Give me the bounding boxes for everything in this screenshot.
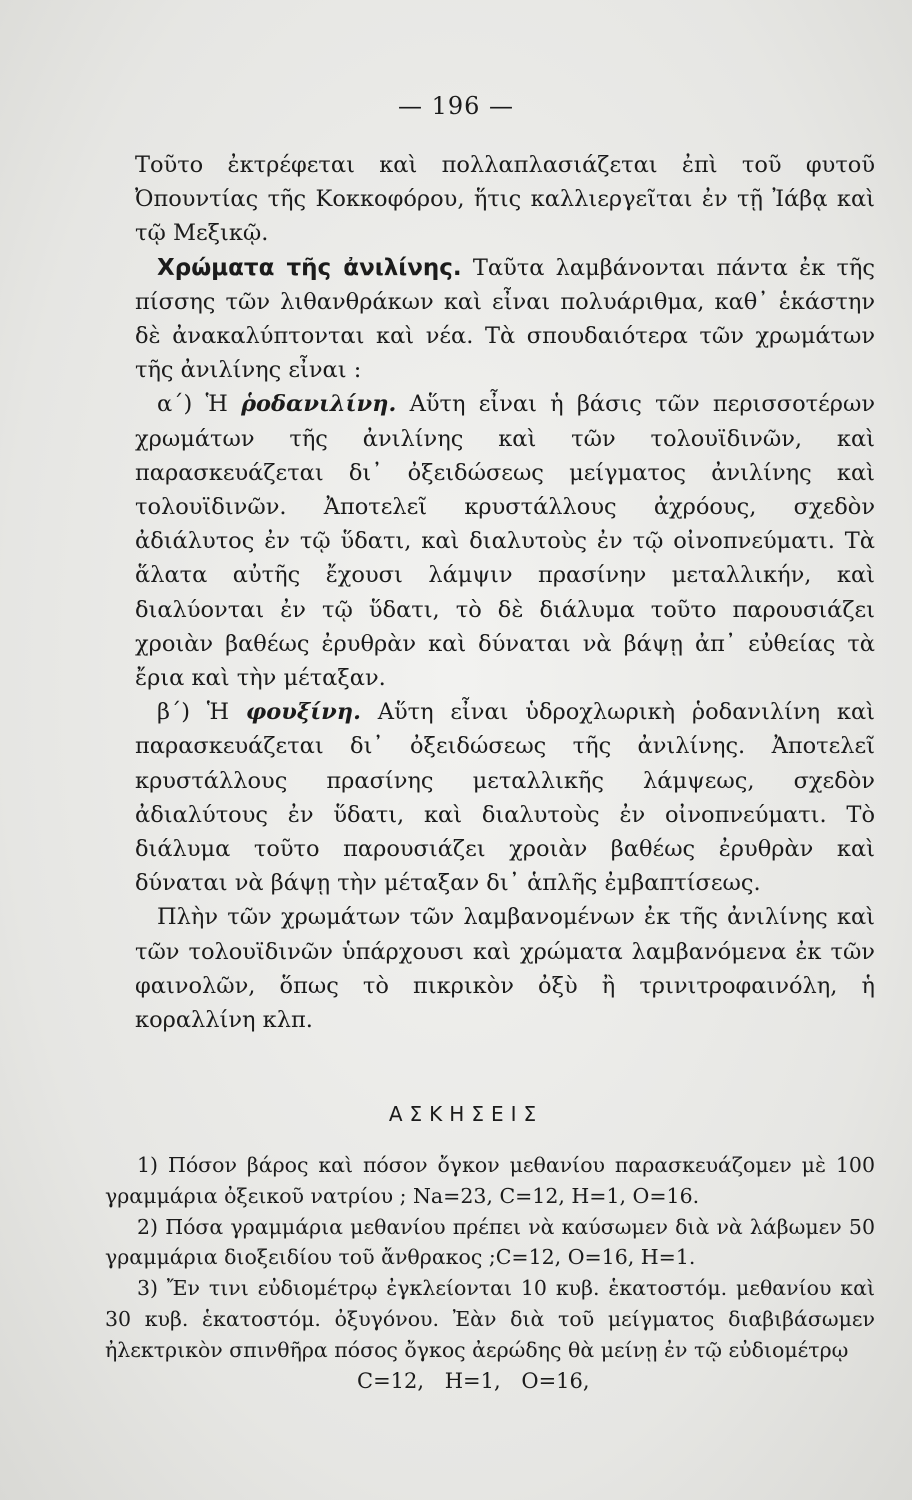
- fuchsine-marker: β΄) Ἡ: [157, 699, 230, 726]
- aniline-paragraph: [135, 251, 875, 388]
- others-paragraph: Πλὴν τῶν χρωμάτων τῶν λαμβανομένων ἐκ τῆς ἀνιλίνης καὶ τῶν τολουϊδινῶν ὑπάρχουσι καὶ χρώματα λαμβανόμενα ἐκ τῶν φαινολῶν, ὅπως τὸ πικρικὸν ὀξὺ ἢ τρινιτροφαινόλη, ἡ κοραλλίνη κλπ.: [135, 904, 875, 1034]
- aniline-text: Ταῦτα λαμβάνονται πάντα ἐκ τῆς πίσσης τῶν λιθανθράκων καὶ εἶναι πολυάριθμα, καθ᾽ ἑκάστην δὲ ἀνακαλύπτονται καὶ νέα. Τὰ σπουδαιότερα τῶν χρωμάτων τῆς ἀνιλίνης εἶναι :: [135, 254, 875, 384]
- aniline-heading: Χρώματα τῆς ἀνιλίνης.: [157, 254, 462, 281]
- fuchsine-text: Αὕτη εἶναι ὑδροχλωρικὴ ῥοδανιλίνη καὶ παρασκευάζεται δι᾽ ὀξειδώσεως τῆς ἀνιλίνης. Ἀποτελεῖ κρυστάλλους πρασίνης μεταλλικῆς λάμψεως, σχεδὸν ἀδιαλύτους ἐν ὕδατι, καὶ διαλυτοὺς ἐν οἰνοπνεύματι. Τὸ διάλυμα τοῦτο παρουσιάζει χροιὰν βαθέως ἐρυθρὰν καὶ δύναται νὰ βάψῃ τὴν μέταξαν δι᾽ ἁπλῆς ἐμβαπτίσεως.: [135, 699, 875, 897]
- exercise-formula: C=12, H=1, O=16,: [357, 1369, 590, 1393]
- fuchsine-paragraph: [135, 695, 875, 900]
- rhodaniline-paragraph: [135, 387, 875, 695]
- rhodaniline-marker: α΄) Ἡ: [157, 391, 228, 418]
- rhodaniline-name: ῥοδανιλίνη.: [241, 391, 397, 418]
- intro-paragraph: Τοῦτο ἐκτρέφεται καὶ πολλαπλασιάζεται ἐπὶ τοῦ φυτοῦ Ὀπουντίας τῆς Κοκκοφόρου, ἥτις καλλιεργεῖται ἐν τῇ Ἰάβᾳ καὶ τῷ Μεξικῷ.: [135, 152, 875, 247]
- exercises-list: [105, 1150, 875, 1366]
- exercise-item: 1) Πόσον βάρος καὶ πόσον ὄγκον μεθανίου παρασκευάζομεν μὲ 100 γραμμάρια ὀξεικοῦ νατρίου ; Na=23, C=12, H=1, O=16.: [105, 1153, 875, 1208]
- fuchsine-name: φουξίνη.: [245, 699, 361, 726]
- rhodaniline-text: Αὕτη εἶναι ἡ βάσις τῶν περισσοτέρων χρωμάτων τῆς ἀνιλίνης καὶ τῶν τολουϊδινῶν, καὶ παρασκευάζεται δι᾽ ὀξειδώσεως μείγματος ἀνιλίνης καὶ τολουϊδινῶν. Ἀποτελεῖ κρυστάλλους ἀχρόους, σχεδὸν ἀδιάλυτος ἐν τῷ ὕδατι, καὶ διαλυτοὺς ἐν τῷ οἰνοπνεύματι. Τὰ ἅλατα αὐτῆς ἔχουσι λάμψιν πρασίνην μεταλλικήν, καὶ διαλύονται ἐν τῷ ὕδατι, τὸ δὲ διάλυμα τοῦτο παρουσιάζει χροιὰν βαθέως ἐρυθρὰν καὶ δύναται νὰ βάψῃ ἀπ᾽ εὐθείας τὰ ἔρια καὶ τὴν μέταξαν.: [135, 391, 875, 692]
- exercises-title: ΑΣΚΗΣΕΙΣ: [388, 1102, 544, 1126]
- exercise-item: 2) Πόσα γραμμάρια μεθανίου πρέπει νὰ καύσωμεν διὰ νὰ λάβωμεν 50 γραμμάρια διοξειδίου τοῦ ἄνθρακος ;C=12, O=16, H=1.: [105, 1214, 875, 1270]
- main-text: [135, 148, 875, 1037]
- exercise-item: 3) Ἔν τινι εὐδιομέτρῳ ἐγκλείονται 10 κυβ. ἑκατοστόμ. μεθανίου καὶ 30 κυβ. ἑκατοστόμ. ὀξυγόνου. Ἐὰν διὰ τοῦ μείγματος διαβιβάσωμεν ἠλεκτρικὸν σπινθῆρα πόσος ὄγκος ἀερώδης θὰ μείνῃ ἐν τῷ εὐδιομέτρῳ: [105, 1276, 875, 1362]
- page-number: — 196 —: [397, 92, 515, 120]
